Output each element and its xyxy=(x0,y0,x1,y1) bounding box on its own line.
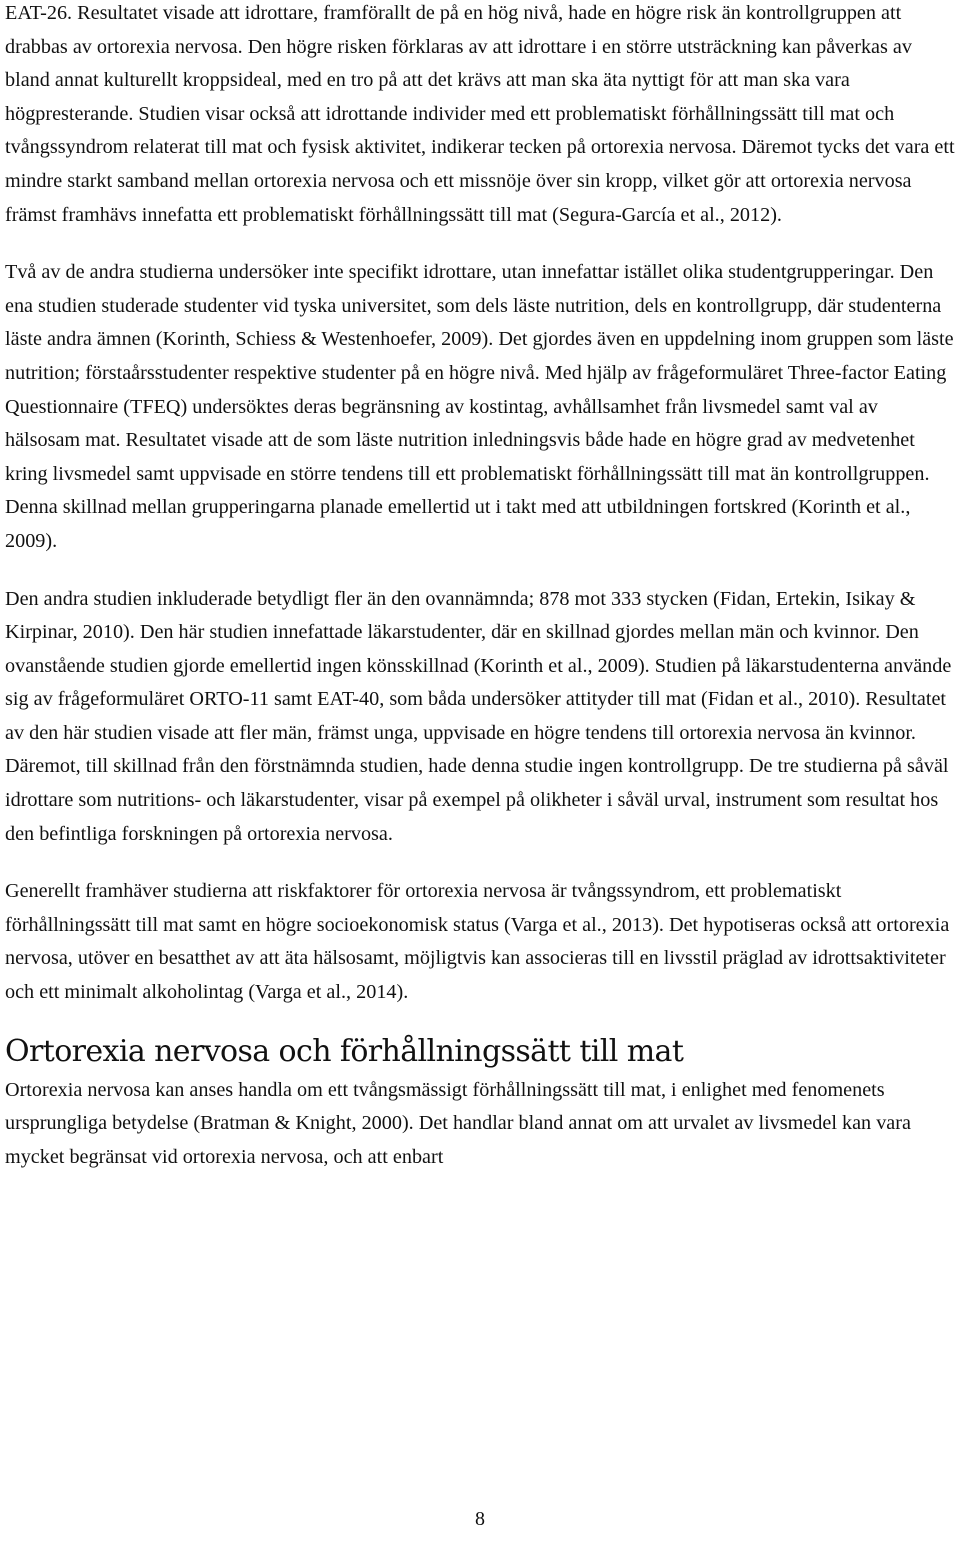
body-paragraph-3: Den andra studien inkluderade betydligt fler än den ovannämnda; 878 mot 333 stycken (Fidan, Ertekin, Isikay & Kirpinar, 2010). Den här studien innefattade läkarstudenter, där en skillnad gjordes mellan män och kvinnor. Den ovanstående studien gjorde emellertid ingen könsskillnad (Korinth et al., 2009). Studien på läkarstudenterna använde sig av frågeformuläret ORTO-11 samt EAT-40, som båda undersöker attityder till mat (Fidan et al., 2010). Resultatet av den här studien visade att fler män, främst unga, uppvisade en högre tendens till ortorexia nervosa än kvinnor. Däremot, till skillnad från den förstnämnda studien, hade denna studie ingen kontrollgrupp. De tre studierna på såväl idrottare som nutritions- och läkarstudenter, visar på exempel på olikheter i såväl urval, instrument som resultat hos den befintliga forskningen på ortorexia nervosa. xyxy=(5,587,952,845)
body-paragraph-2: Två av de andra studierna undersöker inte specifikt idrottare, utan innefattar istället olika studentgrupperingar. Den ena studien studerade studenter vid tyska universitet, som dels läste nutrition, dels en kontrollgrupp, där studenterna läste andra ämnen (Korinth, Schiess & Westenhoefer, 2009). Det gjordes även en uppdelning inom gruppen som läste nutrition; förstaårsstudenter respektive studenter på en högre nivå. Med hjälp av frågeformuläret Three-factor Eating Questionnaire (TFEQ) undersöktes deras begränsning av kostintag, avhållsamhet från livsmedel samt val av hälsosam mat. Resultatet visade att de som läste nutrition inledningsvis både hade en högre grad av medvetenhet kring livsmedel samt uppvisade en större tendens till ett problematiskt förhållningssätt till mat än kontrollgruppen. Denna skillnad mellan grupperingarna planade emellertid ut i takt med att utbildningen fortskred (Korinth et al., 2009). xyxy=(5,261,954,552)
body-paragraph-1: EAT-26. Resultatet visade att idrottare, framförallt de på en hög nivå, hade en högre risk än kontrollgruppen att drabbas av ortorexia nervosa. Den högre risken förklaras av att idrottare i en större utsträckning kan påverkas av bland annat kulturellt kroppsideal, med en tro på att det krävs att man ska äta nyttigt för att man ska vara högpresterande. Studien visar också att idrottande individer med ett problematiskt förhållningssätt till mat och tvångssyndrom relaterat till mat och fysisk aktivitet, indikerar tecken på ortorexia nervosa. Däremot tycks det vara ett mindre starkt samband mellan ortorexia nervosa och ett missnöje över sin kropp, vilket gör att ortorexia nervosa främst framhävs innefatta ett problematiskt förhållningssätt till mat (Segura-García et al., 2012). xyxy=(5,2,955,226)
section-paragraph: Ortorexia nervosa kan anses handla om ett tvångsmässigt förhållningssätt till mat, i enlighet med fenomenets ursprungliga betydelse (Bratman & Knight, 2000). Det handlar bland annat om att urvalet av livsmedel kan vara mycket begränsat vid ortorexia nervosa, och att enbart xyxy=(5,1078,911,1168)
document-page xyxy=(5,0,958,1174)
section-heading: Ortorexia nervosa och förhållningssätt till mat xyxy=(5,1033,684,1069)
body-paragraph-4: Generellt framhäver studierna att riskfaktorer för ortorexia nervosa är tvångssyndrom, ett problematiskt förhållningssätt till mat samt en högre socioekonomisk status (Varga et al., 2013). Det hypotiseras också att ortorexia nervosa, utöver en besatthet av att äta hälsosamt, möjligtvis kan associeras till en livsstil präglad av idrottsaktiviteter och ett minimalt alkoholintag (Varga et al., 2014). xyxy=(5,880,950,1004)
page-number: 8 xyxy=(475,1508,485,1530)
